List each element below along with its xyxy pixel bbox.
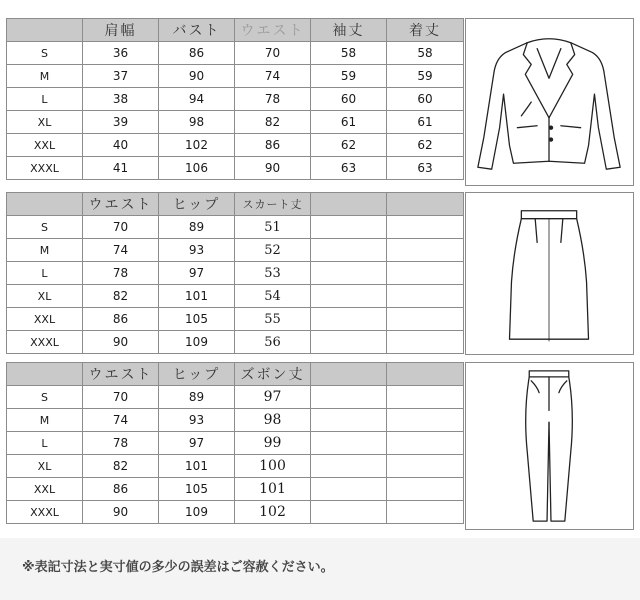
table-row (7, 157, 464, 180)
size-cell: XXXL (7, 331, 83, 354)
value-cell: 74 (83, 239, 159, 262)
size-cell: M (7, 409, 83, 432)
table-row (7, 88, 464, 111)
empty-cell (311, 331, 387, 354)
empty-cell (387, 409, 464, 432)
value-cell: 62 (311, 134, 387, 157)
header-shoulder: 肩幅 (83, 19, 159, 42)
value-cell: 86 (83, 478, 159, 501)
size-cell: S (7, 42, 83, 65)
value-cell: 41 (83, 157, 159, 180)
value-cell: 89 (159, 386, 235, 409)
table-row (7, 501, 464, 524)
table-row (7, 285, 464, 308)
value-cell: 61 (311, 111, 387, 134)
header-empty (311, 363, 387, 386)
size-cell: M (7, 65, 83, 88)
pants-illustration (465, 362, 634, 530)
jacket-icon (466, 19, 633, 185)
size-cell: S (7, 386, 83, 409)
pants-icon (466, 363, 633, 529)
header-size (7, 363, 83, 386)
pants-size-section (6, 362, 634, 530)
size-cell: S (7, 216, 83, 239)
value-cell: 101 (235, 478, 311, 501)
table-row (7, 409, 464, 432)
empty-cell (311, 455, 387, 478)
value-cell: 38 (83, 88, 159, 111)
table-row (7, 455, 464, 478)
header-empty (387, 363, 464, 386)
empty-cell (387, 262, 464, 285)
value-cell: 40 (83, 134, 159, 157)
value-cell: 109 (159, 331, 235, 354)
header-size (7, 193, 83, 216)
table-row (7, 42, 464, 65)
value-cell: 90 (235, 157, 311, 180)
size-cell: XL (7, 285, 83, 308)
value-cell: 90 (83, 501, 159, 524)
empty-cell (311, 501, 387, 524)
jacket-size-table (6, 18, 464, 180)
value-cell: 82 (83, 285, 159, 308)
value-cell: 60 (387, 88, 464, 111)
value-cell: 59 (311, 65, 387, 88)
value-cell: 102 (235, 501, 311, 524)
value-cell: 100 (235, 455, 311, 478)
value-cell: 51 (235, 216, 311, 239)
empty-cell (311, 409, 387, 432)
value-cell: 60 (311, 88, 387, 111)
size-cell: M (7, 239, 83, 262)
value-cell: 101 (159, 455, 235, 478)
value-cell: 56 (235, 331, 311, 354)
empty-cell (387, 432, 464, 455)
empty-cell (311, 432, 387, 455)
skirt-size-section (6, 192, 634, 355)
empty-cell (311, 308, 387, 331)
value-cell: 63 (311, 157, 387, 180)
value-cell: 36 (83, 42, 159, 65)
size-cell: L (7, 262, 83, 285)
empty-cell (387, 331, 464, 354)
header-waist: ウエスト (83, 363, 159, 386)
table-row (7, 239, 464, 262)
header-empty (311, 193, 387, 216)
table-row (7, 111, 464, 134)
value-cell: 55 (235, 308, 311, 331)
pants-size-table (6, 362, 464, 524)
value-cell: 109 (159, 501, 235, 524)
value-cell: 93 (159, 409, 235, 432)
value-cell: 90 (83, 331, 159, 354)
size-cell: L (7, 88, 83, 111)
value-cell: 82 (235, 111, 311, 134)
empty-cell (387, 216, 464, 239)
value-cell: 97 (159, 432, 235, 455)
table-row (7, 386, 464, 409)
value-cell: 53 (235, 262, 311, 285)
value-cell: 63 (387, 157, 464, 180)
size-cell: XXL (7, 308, 83, 331)
empty-cell (387, 386, 464, 409)
value-cell: 89 (159, 216, 235, 239)
value-cell: 58 (311, 42, 387, 65)
table-header-row (7, 363, 464, 386)
value-cell: 78 (235, 88, 311, 111)
value-cell: 78 (83, 262, 159, 285)
header-empty (387, 193, 464, 216)
empty-cell (311, 478, 387, 501)
size-cell: XXXL (7, 501, 83, 524)
value-cell: 99 (235, 432, 311, 455)
table-row (7, 478, 464, 501)
table-header-row (7, 193, 464, 216)
value-cell: 52 (235, 239, 311, 262)
empty-cell (387, 308, 464, 331)
value-cell: 37 (83, 65, 159, 88)
value-cell: 54 (235, 285, 311, 308)
value-cell: 93 (159, 239, 235, 262)
header-waist: ウエスト (235, 19, 311, 42)
empty-cell (311, 216, 387, 239)
value-cell: 74 (235, 65, 311, 88)
jacket-size-section (6, 18, 634, 186)
value-cell: 90 (159, 65, 235, 88)
size-cell: XXXL (7, 157, 83, 180)
value-cell: 70 (235, 42, 311, 65)
header-hip: ヒップ (159, 193, 235, 216)
header-hip: ヒップ (159, 363, 235, 386)
value-cell: 98 (235, 409, 311, 432)
empty-cell (387, 239, 464, 262)
table-row (7, 216, 464, 239)
empty-cell (387, 285, 464, 308)
table-header-row (7, 19, 464, 42)
empty-cell (387, 501, 464, 524)
jacket-illustration (465, 18, 634, 186)
header-skirt-length: スカート丈 (235, 193, 311, 216)
empty-cell (311, 239, 387, 262)
value-cell: 86 (83, 308, 159, 331)
value-cell: 102 (159, 134, 235, 157)
empty-cell (387, 478, 464, 501)
value-cell: 74 (83, 409, 159, 432)
empty-cell (311, 386, 387, 409)
value-cell: 70 (83, 216, 159, 239)
value-cell: 39 (83, 111, 159, 134)
skirt-size-table (6, 192, 464, 354)
value-cell: 101 (159, 285, 235, 308)
table-row (7, 134, 464, 157)
size-cell: XL (7, 111, 83, 134)
table-row (7, 262, 464, 285)
value-cell: 97 (235, 386, 311, 409)
header-bust: バスト (159, 19, 235, 42)
table-row (7, 65, 464, 88)
value-cell: 86 (159, 42, 235, 65)
value-cell: 105 (159, 478, 235, 501)
header-waist: ウエスト (83, 193, 159, 216)
value-cell: 82 (83, 455, 159, 478)
value-cell: 97 (159, 262, 235, 285)
value-cell: 70 (83, 386, 159, 409)
disclaimer-note: ※表記寸法と実寸値の多少の誤差はご容赦ください。 (22, 560, 334, 575)
table-row (7, 432, 464, 455)
header-pants-length: ズボン丈 (235, 363, 311, 386)
value-cell: 62 (387, 134, 464, 157)
value-cell: 105 (159, 308, 235, 331)
value-cell: 86 (235, 134, 311, 157)
value-cell: 59 (387, 65, 464, 88)
value-cell: 78 (83, 432, 159, 455)
size-cell: XXL (7, 134, 83, 157)
value-cell: 61 (387, 111, 464, 134)
value-cell: 98 (159, 111, 235, 134)
table-row (7, 308, 464, 331)
header-sleeve: 袖丈 (311, 19, 387, 42)
value-cell: 106 (159, 157, 235, 180)
empty-cell (311, 285, 387, 308)
skirt-icon (466, 193, 633, 354)
size-cell: XL (7, 455, 83, 478)
empty-cell (311, 262, 387, 285)
size-cell: XXL (7, 478, 83, 501)
empty-cell (387, 455, 464, 478)
skirt-illustration (465, 192, 634, 355)
header-length: 着丈 (387, 19, 464, 42)
size-cell: L (7, 432, 83, 455)
table-row (7, 331, 464, 354)
value-cell: 58 (387, 42, 464, 65)
value-cell: 94 (159, 88, 235, 111)
header-size (7, 19, 83, 42)
